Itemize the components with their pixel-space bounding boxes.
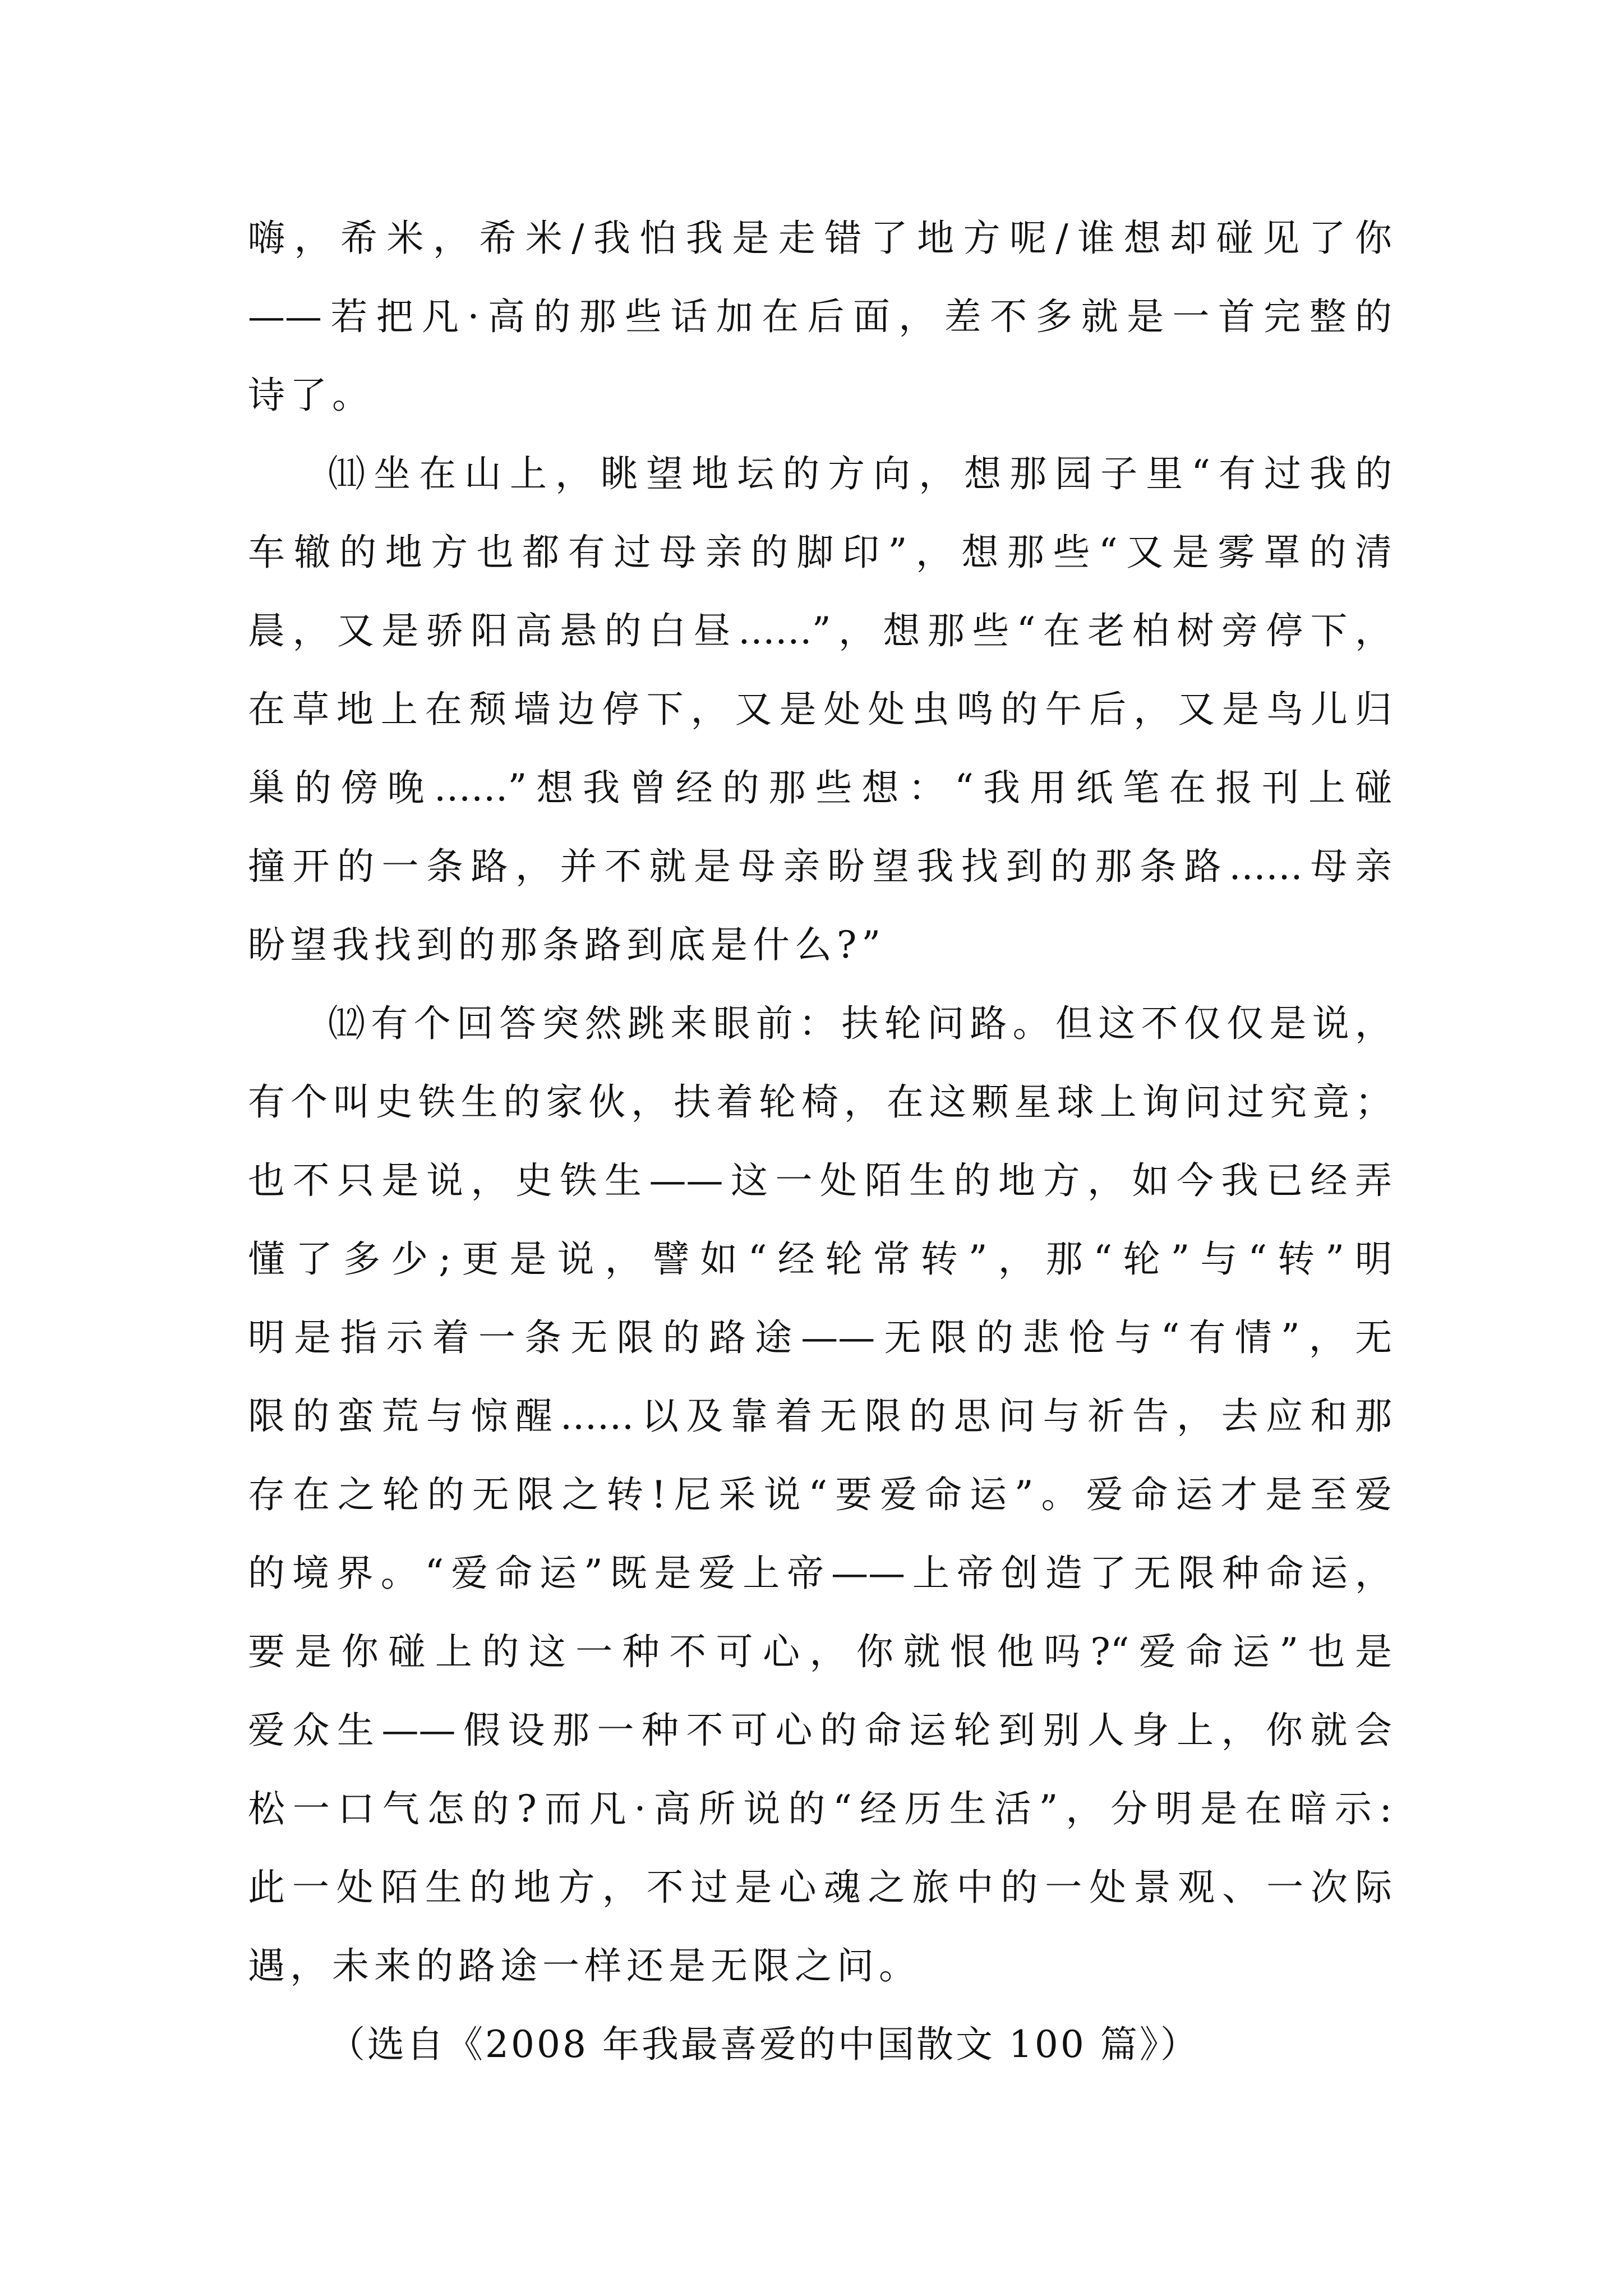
paragraph-line: ——若把凡·高的那些话加在后面，差不多就是一首完整的 (248, 295, 1392, 338)
paragraph-line: 明是指示着一条无限的路途——无限的悲怆与“有情”，无 (248, 1316, 1392, 1359)
paragraph-line: 也不只是说，史铁生——这一处陌生的地方，如今我已经弄 (248, 1159, 1392, 1202)
paragraph-line: 盼望我找到的那条路到底是什么?” (248, 923, 886, 967)
paragraph-line: 松一口气怎的?而凡·高所说的“经历生活”，分明是在暗示: (248, 1787, 1392, 1830)
paragraph-line: 车辙的地方也都有过母亲的脚印”，想那些“又是雾罩的清 (248, 531, 1392, 574)
paragraph-12-first-line: ⑿有个回答突然跳来眼前：扶轮问路。但这不仅仅是说， (328, 1002, 1392, 1045)
paragraph-line: 懂了多少;更是说，譬如“经轮常转”，那“轮”与“转”明 (248, 1237, 1392, 1281)
paragraph-line: 存在之轮的无限之转!尼采说“要爱命运”。爱命运才是至爱 (248, 1473, 1392, 1516)
paragraph-line: 撞开的一条路，并不就是母亲盼望我找到的那条路……母亲 (248, 845, 1392, 888)
source-citation: （选自《2008 年我最喜爱的中国散文 100 篇》） (328, 2023, 1200, 2066)
paragraph-line: 遇，未来的路途一样还是无限之问。 (248, 1944, 921, 1987)
paragraph-line: 限的蛮荒与惊醒……以及靠着无限的思问与祈告，去应和那 (248, 1395, 1392, 1438)
paragraph-line: 巢的傍晚……”想我曾经的那些想：“我用纸笔在报刊上碰 (248, 766, 1392, 809)
paragraph-line: 要是你碰上的这一种不可心，你就恨他吗?“爱命运”也是 (248, 1630, 1392, 1673)
paragraph-line: 有个叫史铁生的家伙，扶着轮椅，在这颗星球上询问过究竟； (248, 1080, 1392, 1124)
paragraph-line: 爱众生——假设那一种不可心的命运轮到别人身上，你就会 (248, 1709, 1392, 1752)
paragraph-line: 的境界。“爱命运”既是爱上帝——上帝创造了无限种命运， (248, 1552, 1392, 1595)
paragraph-line: 此一处陌生的地方，不过是心魂之旅中的一处景观、一次际 (248, 1866, 1392, 1909)
paragraph-line: 嗨，希米，希米/我怕我是走错了地方呢/谁想却碰见了你 (248, 217, 1392, 260)
paragraph-line: 诗了。 (248, 374, 374, 417)
paragraph-line: 晨，又是骄阳高悬的白昼……”，想那些“在老柏树旁停下， (248, 609, 1392, 652)
paragraph-11-first-line: ⑾坐在山上，眺望地坛的方向，想那园子里“有过我的 (328, 452, 1392, 495)
paragraph-line: 在草地上在颓墙边停下，又是处处虫鸣的午后，又是鸟儿归 (248, 688, 1392, 731)
